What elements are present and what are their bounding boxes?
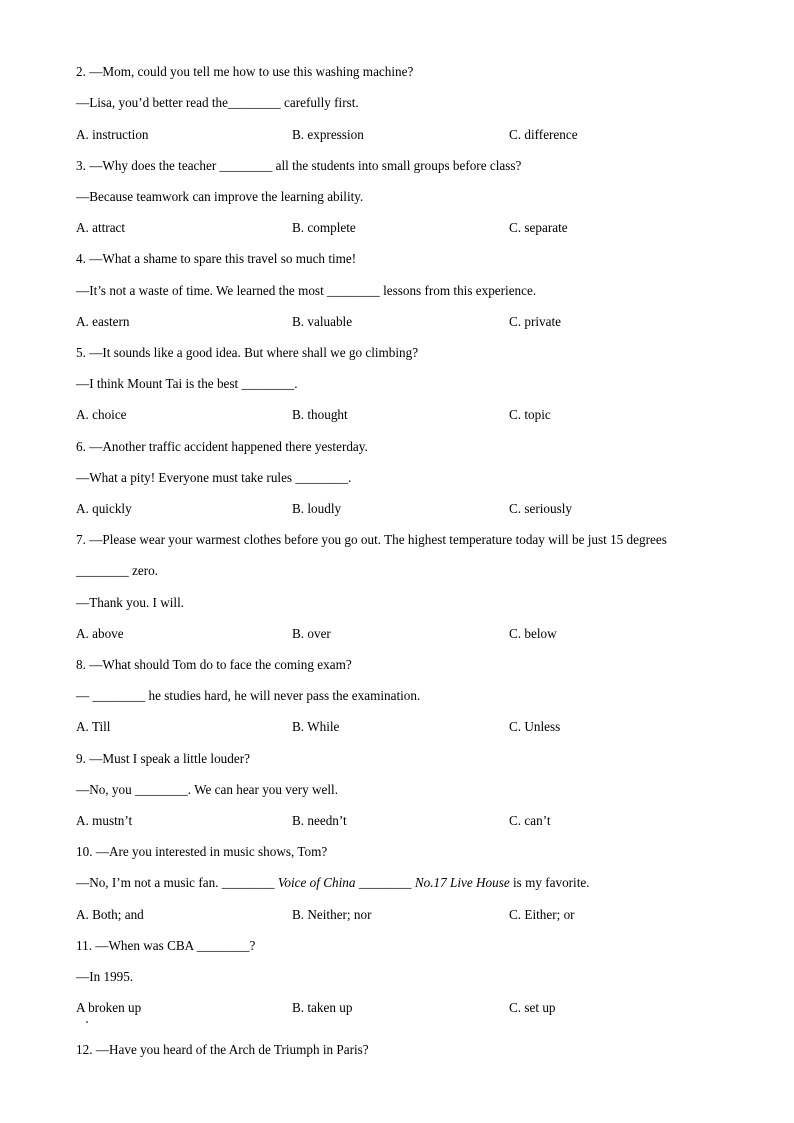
question-10-italic-title-1: Voice of China: [277, 875, 356, 890]
question-4-line-2: —It’s not a waste of time. We learned the most ________ lessons from this experience.: [76, 283, 537, 298]
question-11-line-1: 11. —When was CBA ________?: [76, 938, 256, 953]
question-5-line-2: —I think Mount Tai is the best ________.: [76, 376, 298, 391]
question-11-option-b[interactable]: B. taken up: [292, 1000, 353, 1015]
question-4-line-1: 4. —What a shame to spare this travel so much time!: [76, 251, 357, 266]
question-7-option-b[interactable]: B. over: [292, 626, 331, 641]
question-2-line-2: —Lisa, you’d better read the________ carefully first.: [76, 95, 359, 110]
question-11-line-2: —In 1995.: [76, 969, 134, 984]
question-8-line-1: 8. —What should Tom do to face the coming exam?: [76, 657, 352, 672]
question-11-option-c[interactable]: C. set up: [509, 1000, 556, 1015]
question-9-option-b[interactable]: B. needn’t: [292, 813, 347, 828]
question-12-line-1: 12. —Have you heard of the Arch de Triumph in Paris?: [76, 1042, 369, 1057]
question-4-option-a[interactable]: A. eastern: [76, 314, 130, 329]
question-7-line-1: 7. —Please wear your warmest clothes before you go out. The highest temperature today will be just 15 degrees: [76, 532, 667, 547]
question-10-line-2: [76, 874, 590, 892]
question-3-option-b[interactable]: B. complete: [292, 220, 356, 235]
question-5-option-c[interactable]: C. topic: [509, 407, 551, 422]
question-3-options: [76, 219, 776, 237]
question-7-line-3: —Thank you. I will.: [76, 595, 185, 610]
question-9-option-c[interactable]: C. can’t: [509, 813, 551, 828]
question-8-options: [76, 718, 776, 736]
question-4-options: [76, 313, 776, 331]
question-2-option-c[interactable]: C. difference: [509, 127, 578, 142]
question-3-option-a[interactable]: A. attract: [76, 220, 126, 235]
question-6-option-b[interactable]: B. loudly: [292, 501, 342, 516]
question-10-options: [76, 906, 776, 924]
question-9-options: [76, 812, 776, 830]
question-3-line-1: 3. —Why does the teacher ________ all the students into small groups before class?: [76, 158, 522, 173]
question-11-option-a[interactable]: A broken up: [76, 1000, 142, 1015]
question-4-option-c[interactable]: C. private: [509, 314, 562, 329]
question-9-line-2: —No, you ________. We can hear you very well.: [76, 782, 339, 797]
question-11-options: [76, 999, 776, 1017]
question-6-line-1: 6. —Another traffic accident happened there yesterday.: [76, 439, 368, 454]
question-10-text-post: is my favorite.: [509, 875, 590, 890]
question-8-option-a[interactable]: A. Till: [76, 719, 111, 734]
question-10-option-c[interactable]: C. Either; or: [509, 907, 575, 922]
question-10-italic-title-2: No.17 Live House: [414, 875, 510, 890]
question-9-line-1: 9. —Must I speak a little louder?: [76, 751, 250, 766]
question-7-line-2: ________ zero.: [76, 563, 159, 578]
question-10-option-a[interactable]: A. Both; and: [76, 907, 144, 922]
question-8-line-2: — ________ he studies hard, he will never pass the examination.: [76, 688, 421, 703]
question-7-option-c[interactable]: C. below: [509, 626, 557, 641]
question-3-line-2: —Because teamwork can improve the learning ability.: [76, 189, 364, 204]
question-10-text-pre: —No, I’m not a music fan. ________: [76, 875, 278, 890]
question-6-line-2: —What a pity! Everyone must take rules ________.: [76, 470, 352, 485]
stray-dot-mark: [86, 1021, 88, 1023]
question-9-option-a[interactable]: A. mustn’t: [76, 813, 133, 828]
question-7-options: [76, 625, 776, 643]
question-3-option-c[interactable]: C. separate: [509, 220, 568, 235]
question-6-options: [76, 500, 776, 518]
question-8-option-b[interactable]: B. While: [292, 719, 340, 734]
question-2-option-b[interactable]: B. expression: [292, 127, 364, 142]
question-6-option-c[interactable]: C. seriously: [509, 501, 573, 516]
question-5-option-b[interactable]: B. thought: [292, 407, 348, 422]
question-5-options: [76, 406, 776, 424]
question-5-option-a[interactable]: A. choice: [76, 407, 127, 422]
question-2-line-1: 2. —Mom, could you tell me how to use this washing machine?: [76, 64, 414, 79]
question-4-option-b[interactable]: B. valuable: [292, 314, 353, 329]
question-2-options: [76, 126, 776, 144]
question-7-option-a[interactable]: A. above: [76, 626, 124, 641]
question-10-option-b[interactable]: B. Neither; nor: [292, 907, 372, 922]
question-6-option-a[interactable]: A. quickly: [76, 501, 132, 516]
question-10-text-mid: ________: [355, 875, 415, 890]
question-2-option-a[interactable]: A. instruction: [76, 127, 149, 142]
question-10-line-1: 10. —Are you interested in music shows, Tom?: [76, 844, 328, 859]
question-8-option-c[interactable]: C. Unless: [509, 719, 561, 734]
question-5-line-1: 5. —It sounds like a good idea. But where shall we go climbing?: [76, 345, 419, 360]
